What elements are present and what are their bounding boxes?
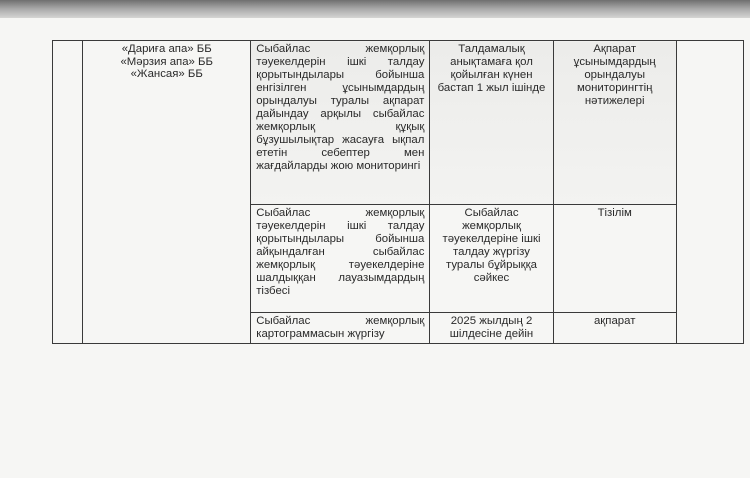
empty-cell bbox=[676, 41, 743, 344]
responsible-schools-cell bbox=[83, 41, 251, 344]
table-row bbox=[53, 41, 744, 205]
deadline-cell: Талдамалық анықтамаға қол қойылған күнен бастап 1 жыл ішінде bbox=[430, 41, 553, 205]
school-name: «Мәрзия апа» ББ bbox=[120, 55, 214, 68]
school-name: «Дариға апа» ББ bbox=[121, 43, 212, 55]
measure-cell: Сыбайлас жемқорлық картограммасын жүргізу bbox=[251, 313, 430, 344]
number-cell bbox=[53, 41, 83, 344]
school-name: «Жансая» ББ bbox=[130, 68, 203, 80]
result-cell: ақпарат bbox=[553, 313, 676, 344]
document-page bbox=[0, 18, 750, 478]
result-cell: Ақпарат ұсынымдардың орындалуы мониторингтің нәтижелері bbox=[553, 41, 676, 205]
deadline-cell: Сыбайлас жемқорлық тәуекелдеріне ішкі талдау жүргізу туралы бұйрыққа сәйкес bbox=[430, 205, 553, 313]
deadline-cell: 2025 жылдың 2 шілдесіне дейін bbox=[430, 313, 553, 344]
result-cell: Тізілім bbox=[553, 205, 676, 313]
measure-cell: Сыбайлас жемқорлық тәуекелдерін ішкі талдау қорытындылары бойынша айқындалған сыбайлас жемқорлық тәуекелдеріне шалдыққан лауазымдардың тізбесі bbox=[251, 205, 430, 313]
measure-cell: Сыбайлас жемқорлық тәуекелдерін ішкі талдау қорытындылары бойынша енгізілген ұсынымдардың орындалуы туралы ақпарат дайындау арқылы сыбайлас жемқорлық құқық бұзушылықтар жасауға ықпал ететін себептер мен жағдайларды жою мониторингі bbox=[251, 41, 430, 205]
anticorruption-plan-table bbox=[52, 40, 744, 344]
